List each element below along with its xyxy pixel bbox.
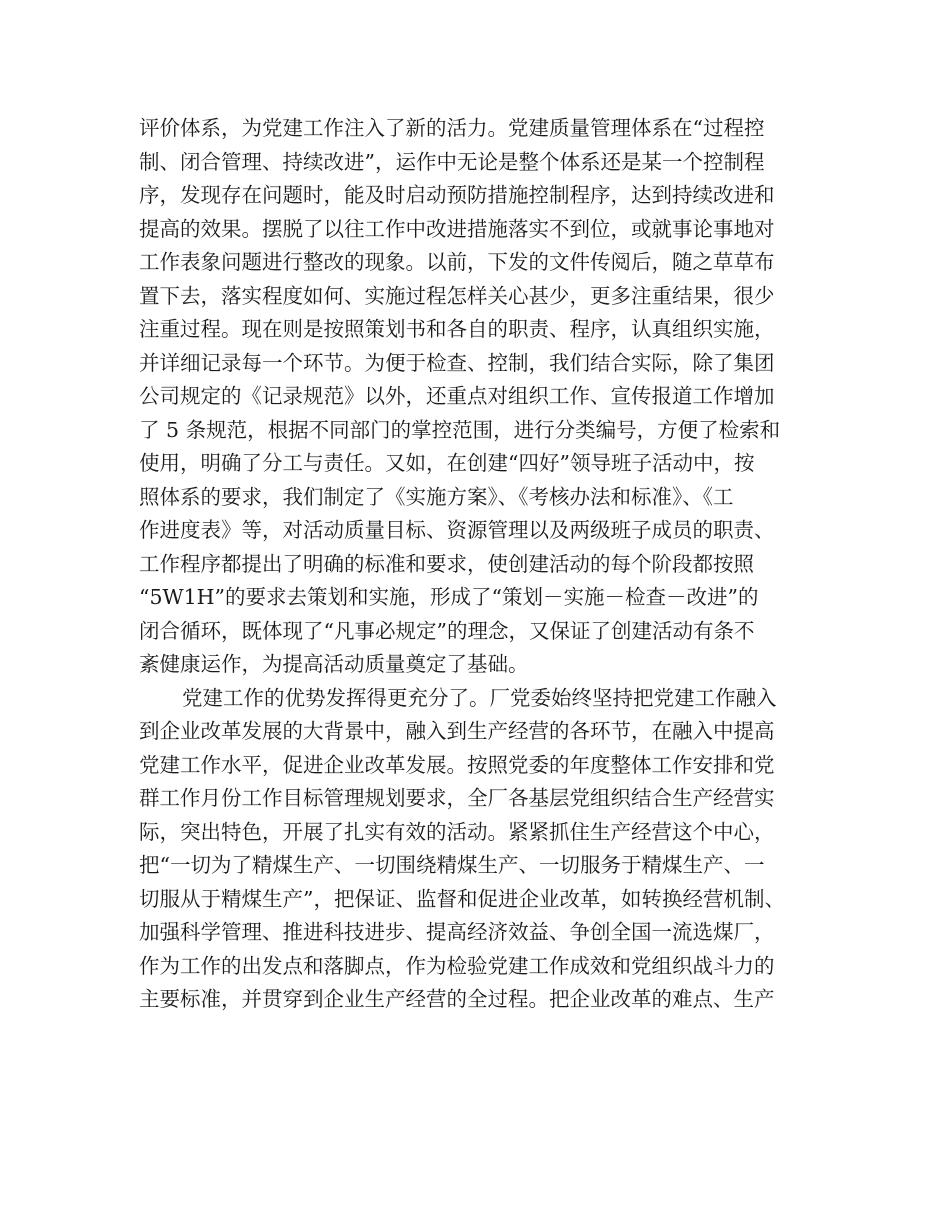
text-line: “5W1H”的要求去策划和实施，形成了“策划－实施－检查－改进”的 (139, 585, 759, 609)
text-line: 把“一切为了精煤生产、一切围绕精煤生产、一切服务于精煤生产、一 (139, 853, 765, 877)
text-line: 主要标准，并贯穿到企业生产经营的全过程。把企业改革的难点、生产 (139, 987, 775, 1011)
text-line: 际，突出特色，开展了扎实有效的活动。紧紧抓住生产经营这个中心， (139, 819, 775, 844)
text-line: 群工作月份工作目标管理规划要求，全厂各基层党组织结合生产经营实 (139, 786, 775, 810)
text-line: 切服从于精煤生产”，把保证、监督和促进企业改革，如转换经营机制、 (139, 886, 785, 911)
text-line: 使用，明确了分工与责任。又如，在创建“四好”领导班子活动中，按 (139, 451, 755, 475)
text-line: 制、闭合管理、持续改进”，运作中无论是整个体系还是某一个控制程 (139, 149, 765, 174)
text-line: 工作程序都提出了明确的标准和要求，使创建活动的每个阶段都按照 (139, 551, 754, 576)
text-line: 紊健康运作，为提高活动质量奠定了基础。 (139, 652, 529, 676)
text-line: 注重过程。现在则是按照策划书和各自的职责、程序，认真组织实施， (139, 317, 775, 341)
text-line: 党建工作水平，促进企业改革发展。按照党委的年度整体工作安排和党 (139, 752, 775, 777)
text-line: 作进度表》等，对活动质量目标、资源管理以及两级班子成员的职责、 (139, 518, 775, 542)
text-line: 加强科学管理、推进科技进步、提高经济效益、争创全国一流选煤厂， (139, 920, 775, 944)
text-line: 作为工作的出发点和落脚点，作为检验党建工作成效和党组织战斗力的 (139, 953, 775, 978)
text-line: 公司规定的《记录规范》以外，还重点对组织工作、宣传报道工作增加 (139, 384, 775, 408)
text-line: 序，发现存在问题时，能及时启动预防措施控制程序，达到持续改进和 (139, 183, 775, 207)
text-line: 到企业改革发展的大背景中，融入到生产经营的各环节，在融入中提高 (139, 719, 775, 743)
text-line: 工作表象问题进行整改的现象。以前，下发的文件传阅后，随之草草布 (139, 250, 775, 274)
paragraph-first-line: 党建工作的优势发挥得更充分了。厂党委始终坚持把党建工作融入 (182, 685, 777, 710)
text-line: 并详细记录每一个环节。为便于检查、控制，我们结合实际，除了集团 (139, 350, 775, 375)
text-line: 闭合循环，既体现了“凡事必规定”的理念，又保证了创建活动有条不 (139, 618, 755, 643)
text-line: 提高的效果。摆脱了以往工作中改进措施落实不到位，或就事论事地对 (139, 216, 775, 241)
text-line: 照体系的要求，我们制定了《实施方案》、《考核办法和标准》、《工 (139, 484, 734, 509)
text-line: 了 5 条规范，根据不同部门的掌控范围，进行分类编号，方便了检索和 (139, 417, 781, 442)
text-line: 评价体系，为党建工作注入了新的活力。党建质量管理体系在“过程控 (139, 116, 765, 140)
body-text (139, 112, 829, 1017)
text-line: 置下去，落实程度如何、实施过程怎样关心甚少，更多注重结果，很少 (139, 283, 775, 308)
